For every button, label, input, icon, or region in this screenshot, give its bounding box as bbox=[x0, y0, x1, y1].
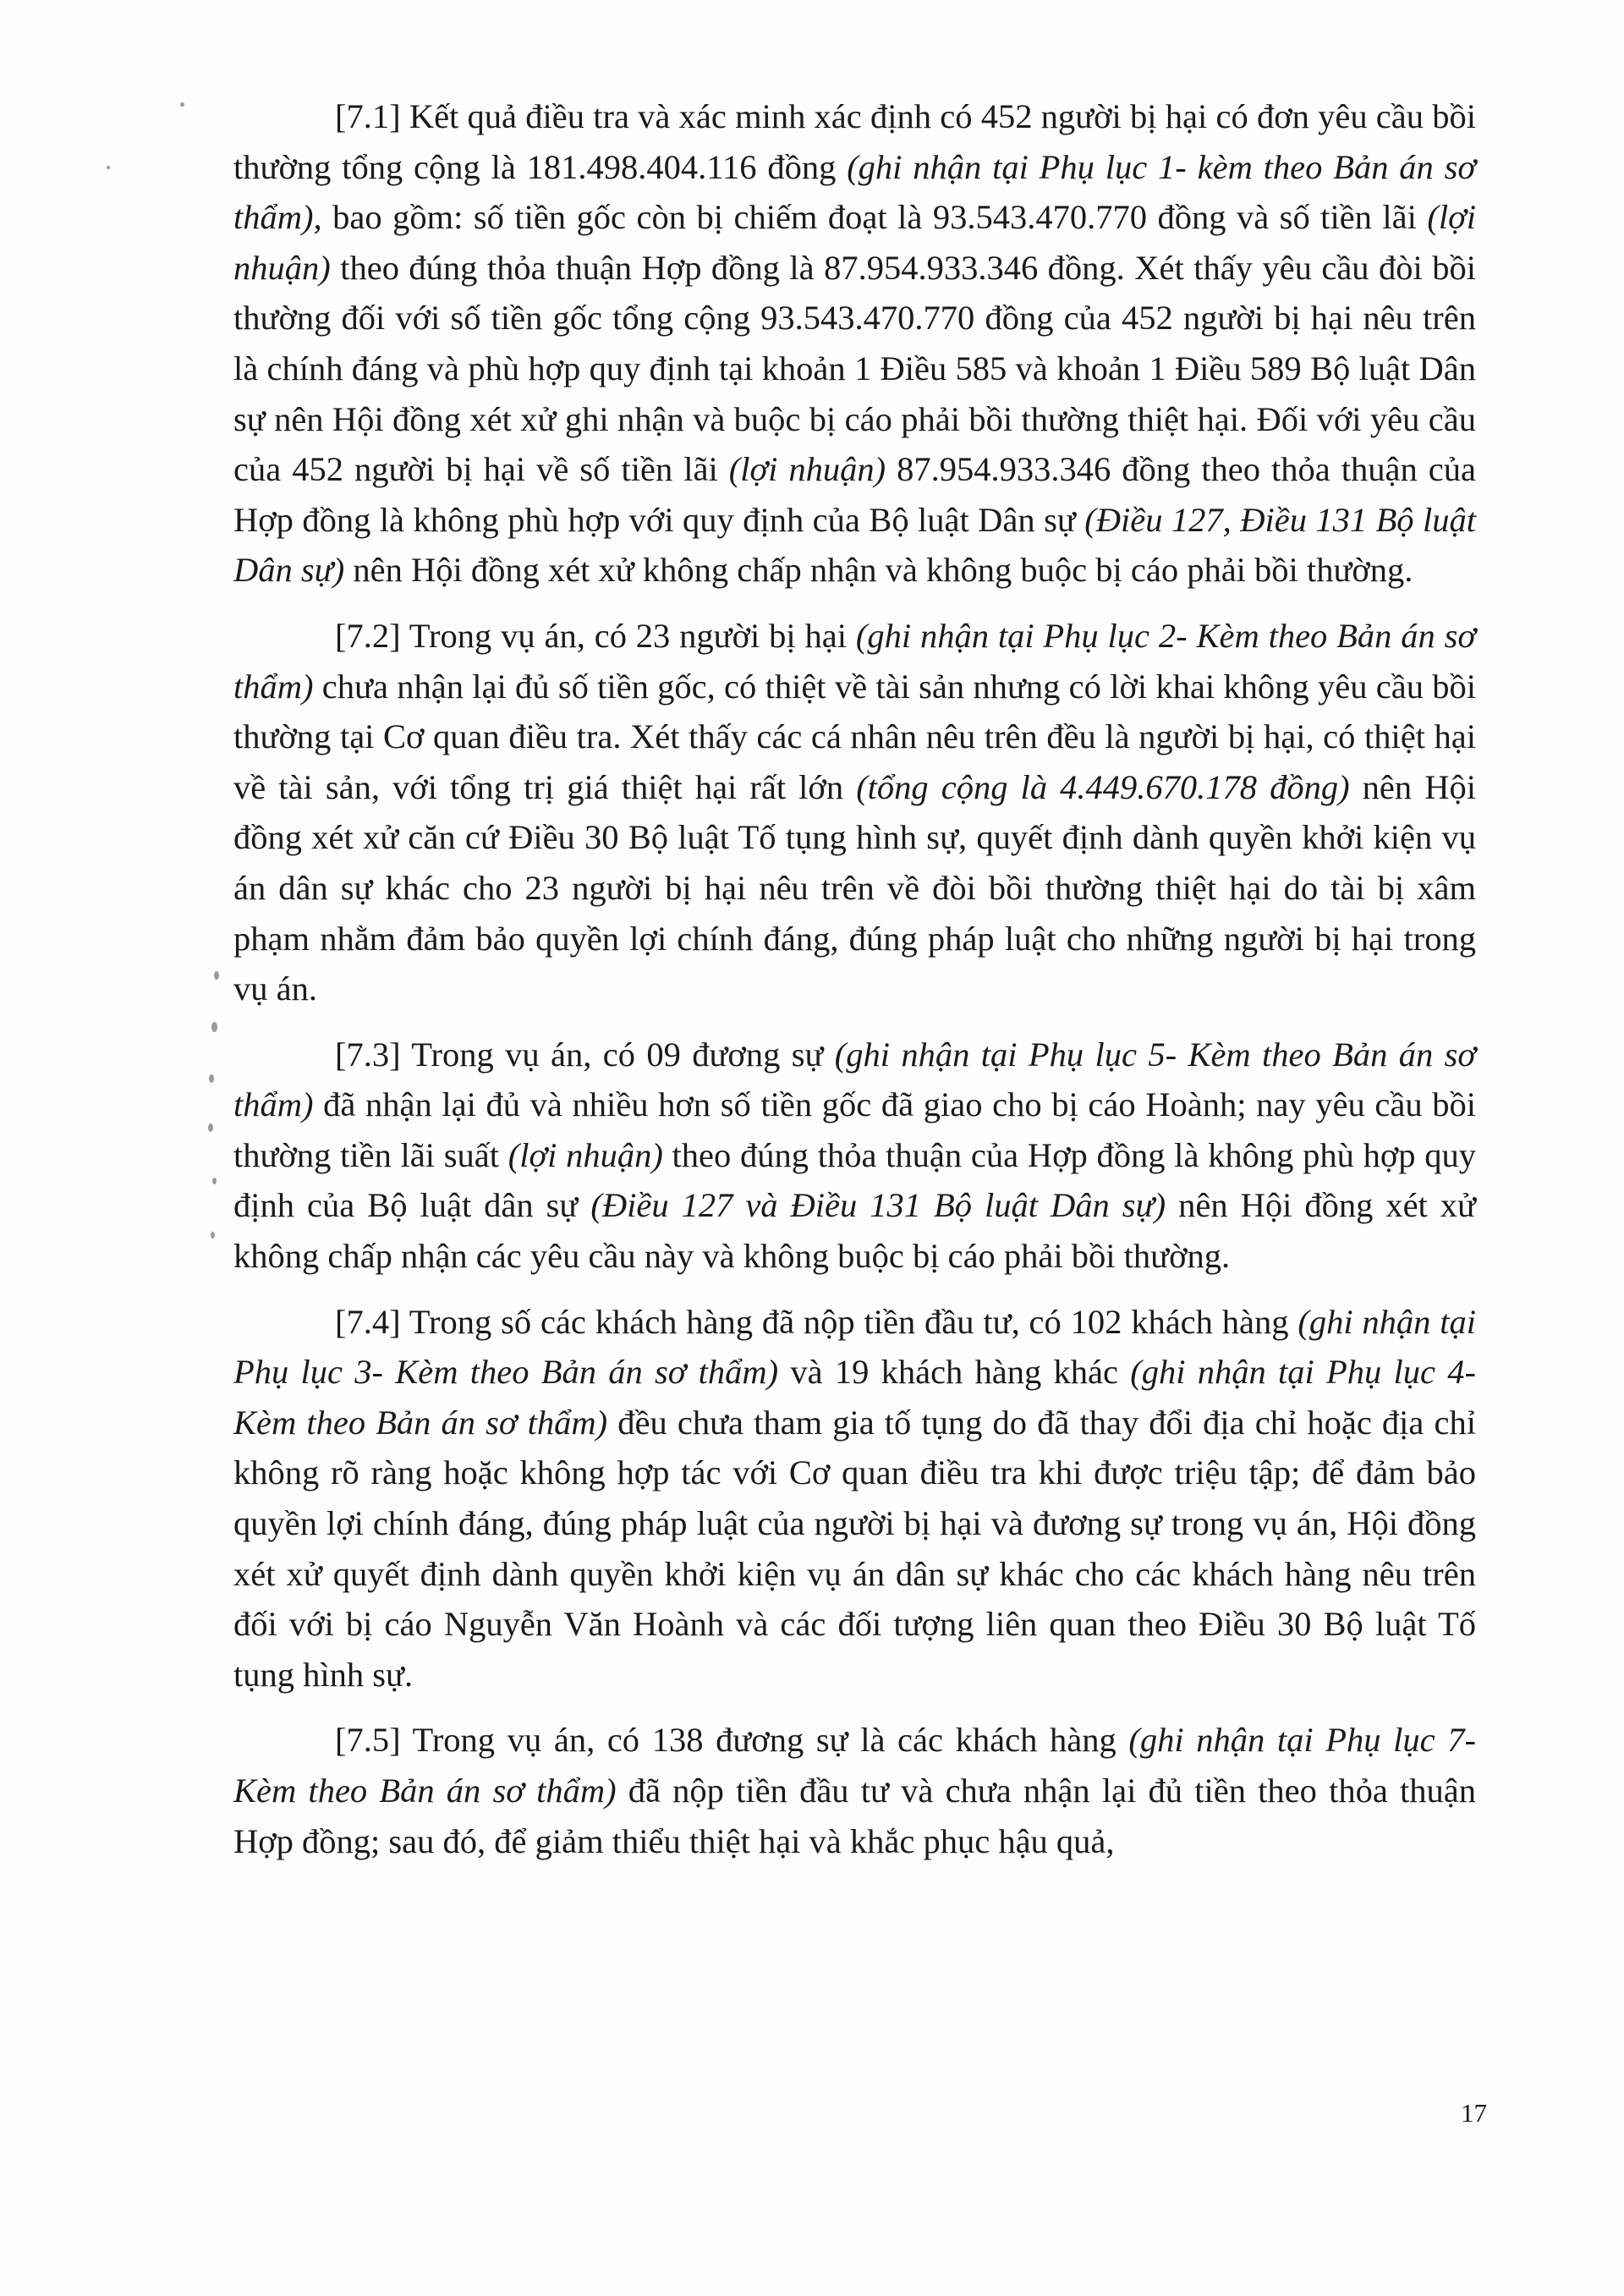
text-run: theo đúng thỏa thuận của Hợp đồng là không phù hợp quy định của Bộ luật dân sự bbox=[233, 1135, 1476, 1225]
scan-speck bbox=[211, 1022, 217, 1032]
scan-speck bbox=[214, 971, 219, 980]
italic-citation: (Điều 127 và Điều 131 Bộ luật Dân sự) bbox=[590, 1186, 1166, 1225]
text-run: đều chưa tham gia tố tụng do đã thay đổi địa chỉ hoặc địa chỉ không rõ ràng hoặc không hợp tác với Cơ quan điều tra khi được triệu tập; để đảm bảo quyền lợi chính đáng, đúng pháp luật của người bị hại và đương sự trong vụ án, Hội đồng xét xử quyết định dành quyền khởi kiện vụ án dân sự khác cho các khách hàng nêu trên đối với bị cáo Nguyễn Văn Hoành và các đối tượng liên quan theo Điều 30 Bộ luật Tố tụng hình sự. bbox=[233, 1403, 1476, 1694]
text-run: nên Hội đồng xét xử không chấp nhận và không buộc bị cáo phải bồi thường. bbox=[344, 551, 1413, 590]
paragraph-7-4 bbox=[233, 1297, 1476, 1700]
text-run: nên Hội đồng xét xử không chấp nhận các yêu cầu này và không buộc bị cáo phải bồi thường. bbox=[233, 1186, 1477, 1276]
text-run: [7.2] Trong vụ án, có 23 người bị hại bbox=[335, 616, 856, 655]
text-run: nên Hội đồng xét xử căn cứ Điều 30 Bộ luật Tố tụng hình sự, quyết định dành quyền khởi kiện vụ án dân sự khác cho 23 người bị hại nêu trên về đòi bồi thường thiệt hại do tài bị xâm phạm nhằm đảm bảo quyền lợi chính đáng, đúng pháp luật cho những người bị hại trong vụ án. bbox=[233, 767, 1476, 1008]
text-run: [7.1] Kết quả điều tra và xác minh xác định có 452 người bị hại có đơn yêu cầu bồi thường tổng cộng là 181.498.404.116 đồng bbox=[233, 97, 1476, 186]
document-body bbox=[233, 91, 1476, 1866]
italic-citation: (ghi nhận tại Phụ lục 4- Kèm theo Bản án sơ thẩm) bbox=[233, 1353, 1476, 1442]
text-run: [7.5] Trong vụ án, có 138 đương sự là các khách hàng bbox=[335, 1721, 1129, 1760]
text-run: theo đúng thỏa thuận Hợp đồng là 87.954.933.346 đồng. Xét thấy yêu cầu đòi bồi thường đối với số tiền gốc tổng cộng 93.543.470.770 đồng của 452 người bị hại nêu trên là chính đáng và phù hợp quy định tại khoản 1 Điều 585 và khoản 1 Điều 589 Bộ luật Dân sự nên Hội đồng xét xử ghi nhận và buộc bị cáo phải bồi thường thiệt hại. Đối với yêu cầu của 452 người bị hại về số tiền lãi bbox=[233, 248, 1476, 489]
italic-citation: (ghi nhận tại Phụ lục 3- Kèm theo Bản án sơ thẩm) bbox=[233, 1302, 1477, 1392]
paragraph-7-1 bbox=[233, 91, 1476, 596]
paragraph-7-2 bbox=[233, 611, 1476, 1014]
scan-speck bbox=[209, 1074, 214, 1083]
scan-speck bbox=[107, 166, 110, 169]
italic-citation: (lợi nhuận) bbox=[233, 198, 1476, 287]
italic-citation: (ghi nhận tại Phụ lục 7- Kèm theo Bản án sơ thẩm) bbox=[233, 1721, 1476, 1810]
scan-speck bbox=[180, 102, 184, 107]
text-run: 87.954.933.346 đồng theo thỏa thuận của Hợp đồng là không phù hợp với quy định của Bộ luật Dân sự bbox=[233, 450, 1477, 539]
italic-citation: (lợi nhuận) bbox=[728, 450, 886, 489]
italic-citation: (Điều 127, Điều 131 Bộ luật Dân sự) bbox=[233, 500, 1476, 590]
text-run: và 19 khách hàng khác bbox=[778, 1353, 1131, 1392]
italic-citation: (tổng cộng là 4.449.670.178 đồng) bbox=[856, 767, 1350, 806]
italic-citation: (lợi nhuận) bbox=[508, 1135, 663, 1174]
text-run: bao gồm: số tiền gốc còn bị chiếm đoạt là 93.543.470.770 đồng và số tiền lãi bbox=[321, 198, 1428, 237]
text-run: chưa nhận lại đủ số tiền gốc, có thiệt về tài sản nhưng có lời khai không yêu cầu bồi thường tại Cơ quan điều tra. Xét thấy các cá nhân nêu trên đều là người bị hại, có thiệt hại về tài sản, với tổng trị giá thiệt hại rất lớn bbox=[233, 667, 1476, 806]
scan-speck bbox=[212, 1178, 217, 1184]
text-run: đã nộp tiền đầu tư và chưa nhận lại đủ tiền theo thỏa thuận Hợp đồng; sau đó, để giảm thiểu thiệt hại và khắc phục hậu quả, bbox=[233, 1771, 1476, 1860]
text-run: [7.3] Trong vụ án, có 09 đương sự bbox=[335, 1035, 835, 1074]
italic-citation: (ghi nhận tại Phụ lục 1- kèm theo Bản án sơ thẩm), bbox=[233, 147, 1476, 237]
italic-citation: (ghi nhận tại Phụ lục 2- Kèm theo Bản án sơ thẩm) bbox=[233, 616, 1476, 706]
scan-speck bbox=[211, 1232, 215, 1239]
text-run: [7.4] Trong số các khách hàng đã nộp tiền đầu tư, có 102 khách hàng bbox=[335, 1302, 1298, 1341]
italic-citation: (ghi nhận tại Phụ lục 5- Kèm theo Bản án sơ thẩm) bbox=[233, 1035, 1476, 1124]
scan-speck bbox=[208, 1123, 213, 1132]
text-run: đã nhận lại đủ và nhiều hơn số tiền gốc đã giao cho bị cáo Hoành; nay yêu cầu bồi thường tiền lãi suất bbox=[233, 1085, 1476, 1174]
paragraph-7-5 bbox=[233, 1715, 1476, 1866]
page-number: 17 bbox=[1461, 2098, 1487, 2128]
paragraph-7-3 bbox=[233, 1030, 1476, 1282]
